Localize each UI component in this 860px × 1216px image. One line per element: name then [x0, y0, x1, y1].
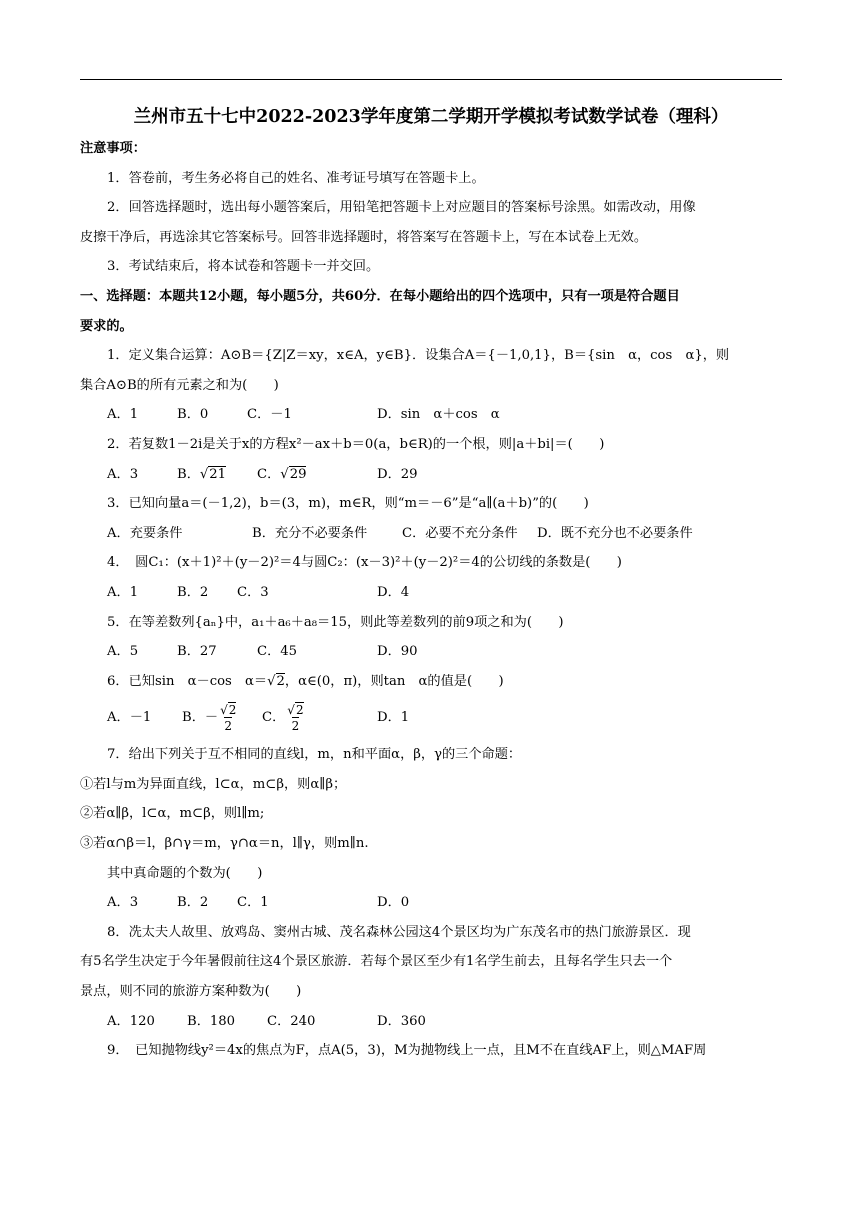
option-c [262, 696, 377, 740]
option-b-label: B．－ [182, 710, 219, 726]
option-d: D．0 [377, 895, 410, 911]
option-a: A．1 [107, 584, 139, 600]
question-8-options [80, 1007, 782, 1037]
option-b: B．2 [177, 895, 209, 911]
exam-title: 兰州市五十七中2022-2023学年度第二学期开学模拟考试数学试卷（理科） [133, 107, 729, 127]
notice-item: 3．考试结束后，将本试卷和答题卡一并交回。 [107, 259, 380, 275]
proposition-3: ③若α∩β＝l，β∩γ＝m，γ∩α＝n，l∥γ，则m∥n. [80, 836, 369, 852]
question-6-stem-start: 6．已知sin α－cos α＝ [107, 673, 268, 689]
radicand: 2 [295, 702, 304, 717]
question-5-options [80, 637, 782, 667]
question-2-options [80, 460, 782, 490]
question-1-stem-continued: 集合A⊙B的所有元素之和为( ) [80, 377, 279, 393]
question-3-options [80, 519, 782, 549]
question-7-question: 其中真命题的个数为( ) [107, 865, 263, 881]
option-b: B．27 [177, 644, 217, 660]
question-5-stem: 5．在等差数列{aₙ}中，a₁＋a₆＋a₈＝15，则此等差数列的前9项之和为( ) [107, 614, 564, 630]
proposition-2: ②若α∥β，l⊂α，m⊂β，则l∥m; [80, 806, 265, 822]
radicand: 21 [209, 466, 227, 482]
option-b: B．充分不必要条件 [252, 525, 368, 541]
question-4-options [80, 578, 782, 608]
option-c-label: C． [262, 710, 286, 726]
option-a: A．1 [107, 407, 139, 423]
question-8-stem-continued: 景点，则不同的旅游方案种数为( ) [80, 984, 302, 1000]
option-a: A．－1 [107, 710, 152, 726]
exam-page [80, 104, 782, 1066]
question-1-stem: 1．定义集合运算：A⊙B＝{Z|Z＝xy，x∈A，y∈B}．设集合A＝{－1,0,1}，B＝{sin α，cos α}，则 [107, 348, 730, 364]
notice-item-continued: 皮擦干净后，再选涂其它答案标号。回答非选择题时，将答案写在答题卡上，写在本试卷上无效。 [80, 229, 648, 245]
option-c: C．3 [237, 584, 269, 600]
fraction [220, 703, 236, 733]
fraction-denominator: 2 [224, 718, 233, 733]
question-6-stem-end: ，α∈(0，π)，则tan α的值是( ) [284, 673, 504, 689]
option-b-label: B． [177, 466, 200, 482]
option-a: A．充要条件 [107, 525, 183, 541]
notice-heading: 注意事项： [80, 141, 146, 156]
fraction-denominator: 2 [291, 718, 300, 733]
radicand: 2 [228, 702, 237, 717]
proposition-1: ①若l与m为异面直线，l⊂α，m⊂β，则α∥β； [80, 776, 347, 792]
question-3-stem: 3．已知向量a＝(－1,2)，b＝(3，m)，m∈R，则“m＝－6”是“a∥(a＋b)”的( ) [107, 496, 589, 512]
fraction-numerator: √2 [220, 702, 237, 717]
option-c: C．－1 [247, 407, 292, 423]
option-a: A．3 [107, 466, 139, 482]
question-9-stem: 9． 已知抛物线y²＝4x的焦点为F，点A(5，3)，M为抛物线上一点，且M不在直线AF上，则△MAF周 [107, 1043, 707, 1059]
section-heading-continued: 要求的。 [80, 318, 133, 334]
notice-item: 2．回答选择题时，选出每小题答案后，用铅笔把答题卡上对应题目的答案标号涂黑。如需改动，用像 [107, 200, 696, 216]
option-b: B．2 [177, 584, 209, 600]
question-2-stem: 2．若复数1－2i是关于x的方程x²－ax＋b＝0(a，b∈R)的一个根，则|a＋bi|＝( ) [107, 436, 605, 452]
option-c: C．45 [257, 644, 298, 660]
option-a: A．5 [107, 644, 139, 660]
option-d: D．sin α＋cos α [377, 407, 500, 423]
option-c: C．1 [237, 895, 269, 911]
radicand: 2 [276, 673, 285, 689]
header-rule [80, 79, 782, 80]
option-d: D．360 [377, 1013, 426, 1029]
option-d: D．既不充分也不必要条件 [537, 525, 693, 541]
option-c: C．必要不充分条件 [402, 525, 518, 541]
question-7-stem: 7．给出下列关于互不相同的直线l，m，n和平面α，β，γ的三个命题： [107, 747, 522, 763]
notice-item: 1．答卷前，考生务必将自己的姓名、准考证号填写在答题卡上。 [107, 170, 485, 186]
option-c-label: C． [257, 466, 281, 482]
option-c: C．√29 [257, 466, 307, 482]
question-1-options [80, 400, 782, 430]
question-8-stem-continued: 有5名学生决定于今年暑假前往这4个景区旅游．若每个景区至少有1名学生前去，且每名学生只去一个 [80, 954, 673, 970]
option-a: A．120 [107, 1013, 155, 1029]
option-d: D．4 [377, 584, 410, 600]
option-b: B．0 [177, 407, 209, 423]
question-6-options [80, 696, 782, 740]
option-d: D．29 [377, 466, 418, 482]
option-c: C．240 [267, 1013, 316, 1029]
fraction [287, 703, 303, 733]
section-heading: 一、选择题：本题共12小题，每小题5分，共60分．在每小题给出的四个选项中，只有一项是符合题目 [80, 288, 680, 304]
question-4-stem: 4． 圆C₁：(x＋1)²＋(y－2)²＝4与圆C₂：(x－3)²＋(y－2)²＝4的公切线的条数是( ) [107, 555, 622, 571]
fraction-numerator: √2 [287, 702, 304, 717]
question-8-stem: 8．冼太夫人故里、放鸡岛、窦州古城、茂名森林公园这4个景区均为广东茂名市的热门旅游景区．现 [107, 924, 691, 940]
option-d: D．90 [377, 644, 418, 660]
option-a: A．3 [107, 895, 139, 911]
radicand: 29 [289, 466, 307, 482]
option-b [182, 696, 262, 740]
question-6-stem: 6．已知sin α－cos α＝√2，α∈(0，π)，则tan α的值是( ) [107, 673, 504, 689]
option-d: D．1 [377, 710, 410, 726]
question-7-options [80, 888, 782, 918]
option-b: B．180 [187, 1013, 236, 1029]
option-b: B．√21 [177, 466, 227, 482]
